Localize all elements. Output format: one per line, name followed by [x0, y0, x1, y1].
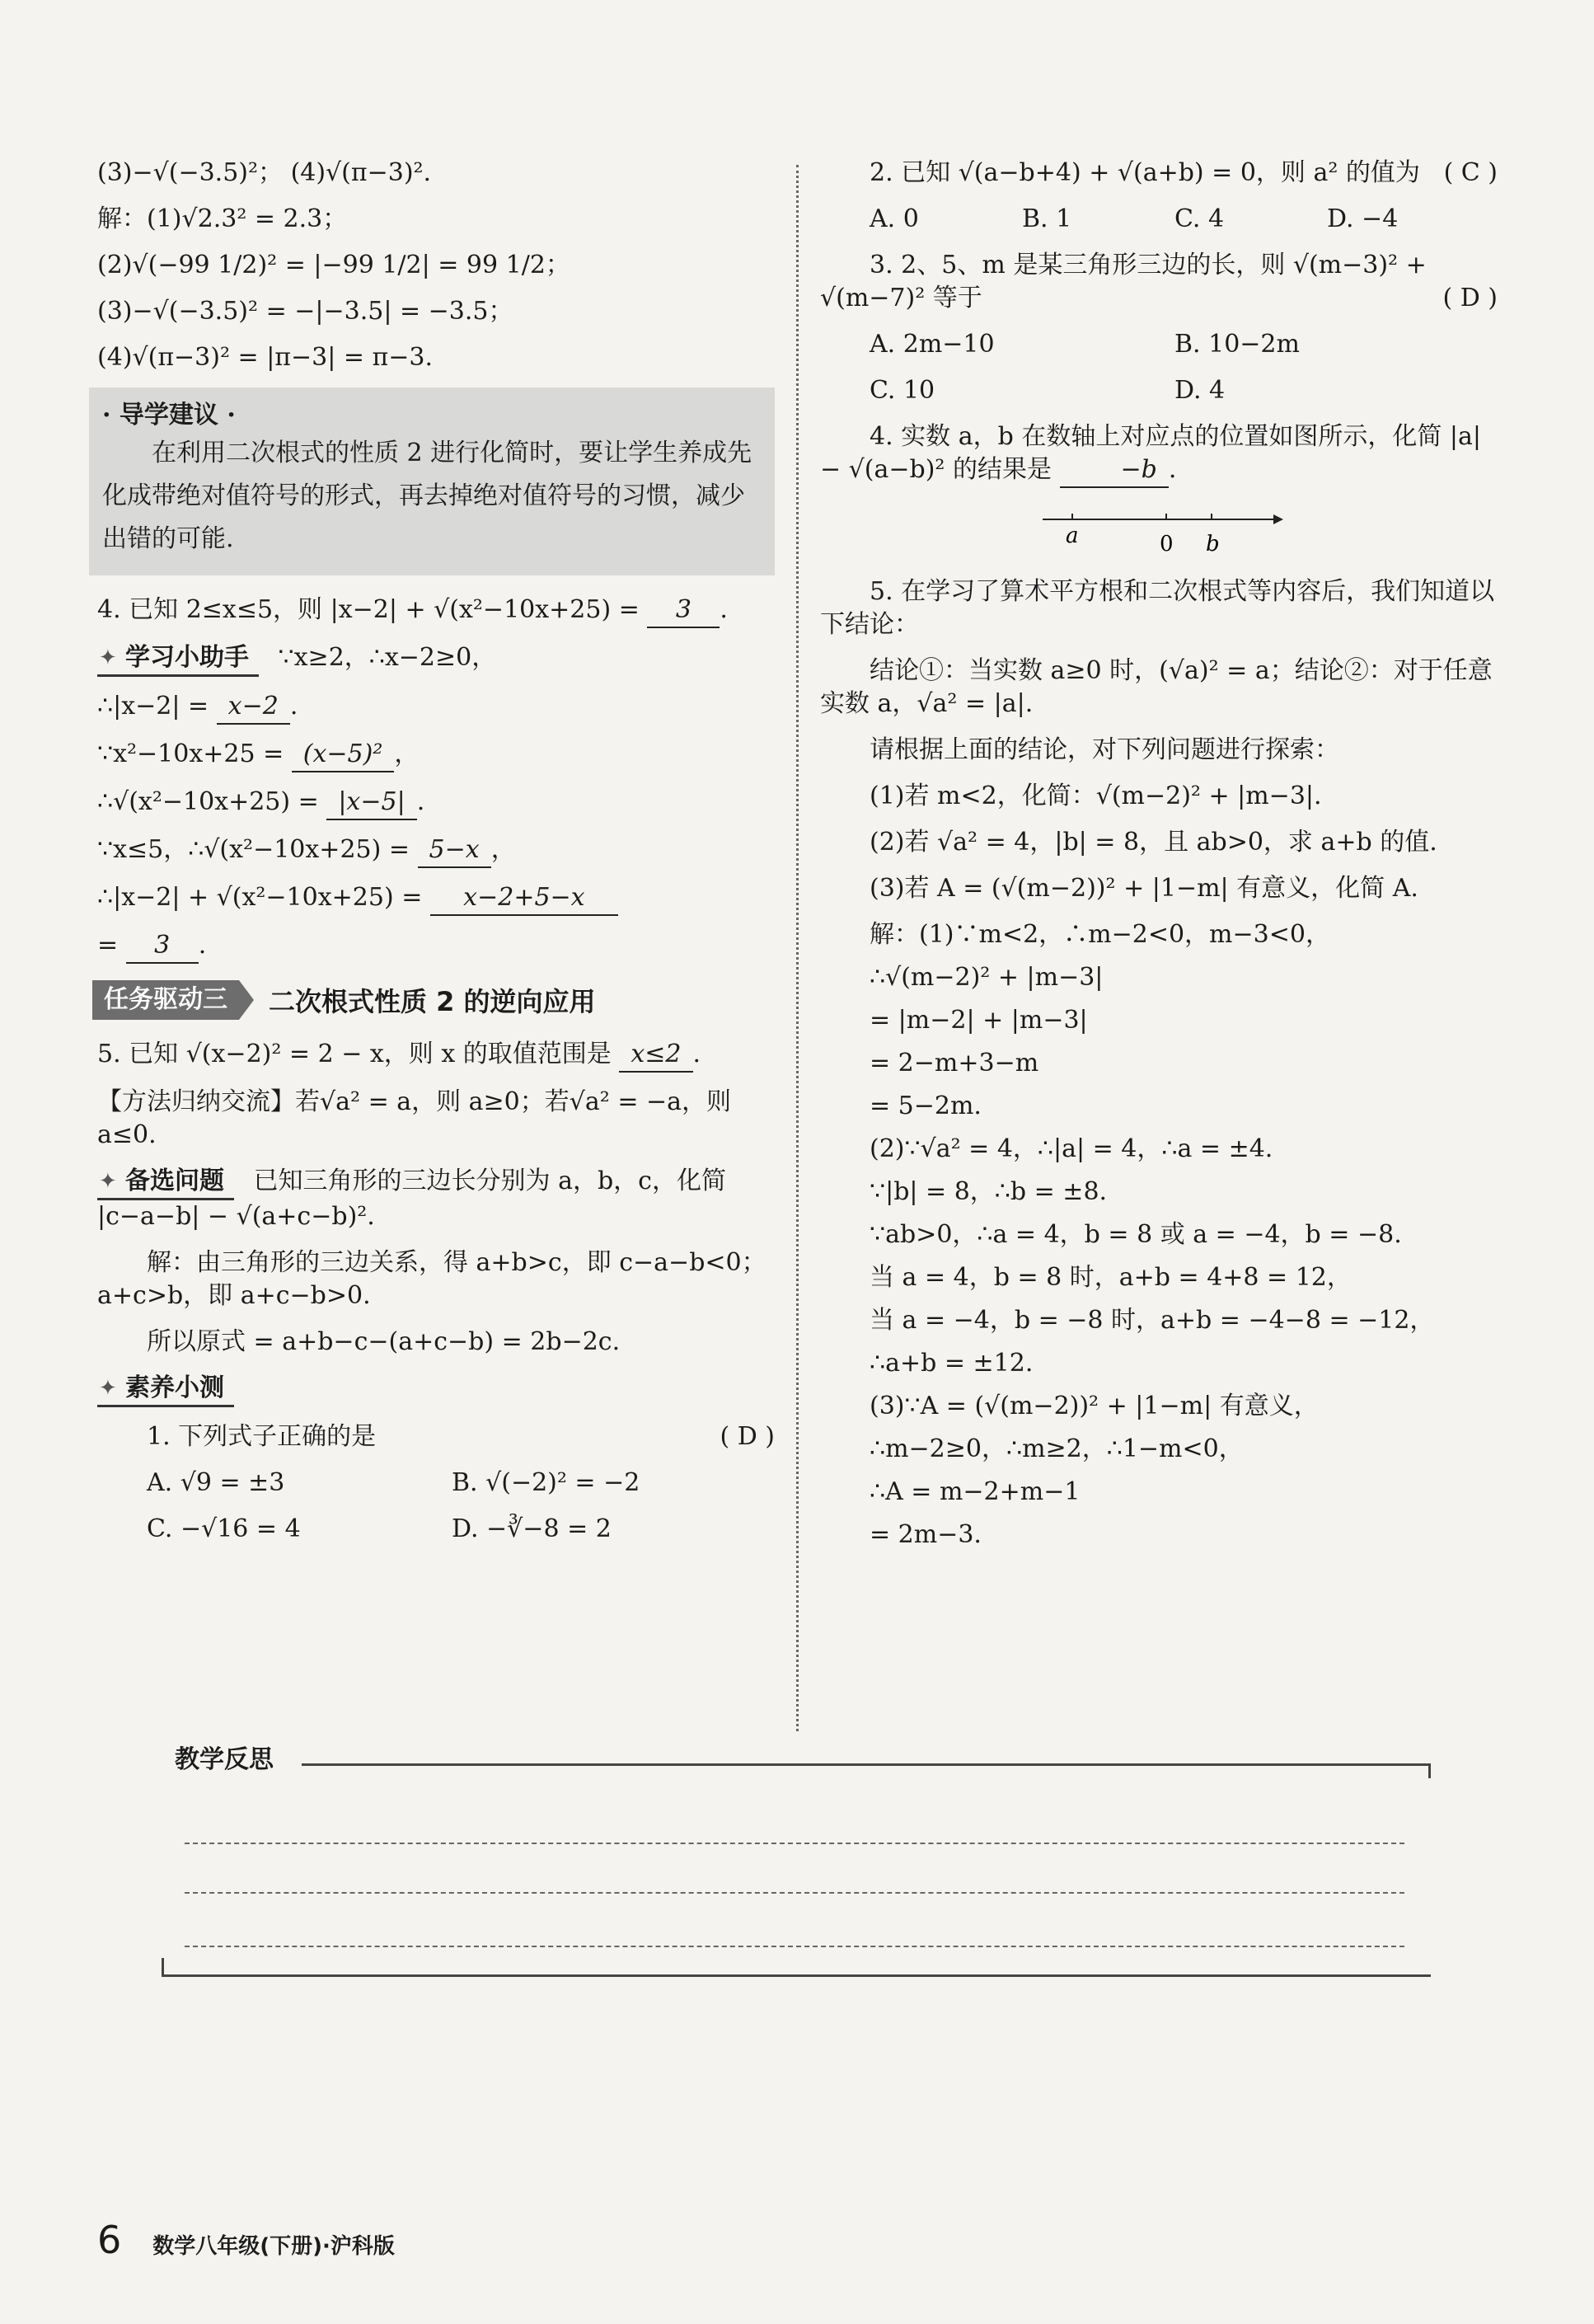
task-arrow-shape	[239, 980, 254, 1020]
question-text: 2. 已知 √(a−b+4) + √(a+b) = 0，则 a² 的值为	[870, 158, 1420, 187]
helper-line: ∵x²−10x+25 = (x−5)² ，	[97, 738, 775, 772]
helper-tag: ✦ 学习小助手	[97, 641, 259, 677]
reflection-title: 教学反思	[170, 1744, 282, 1777]
number-line-figure	[820, 501, 1498, 559]
book-title: 数学八年级(下册)·沪科版	[152, 2234, 395, 2259]
number-line-svg	[820, 501, 1498, 559]
arrow-icon	[1273, 514, 1283, 524]
left-column	[97, 157, 775, 1559]
answer-choice: ( D )	[720, 1422, 775, 1451]
helper-text: ∴|x−2| =	[97, 692, 209, 721]
option: C. 10	[870, 376, 935, 405]
answer-blank: 3	[126, 929, 199, 964]
solution-line: ∵|b| = 8，∴b = ±8.	[870, 1177, 1108, 1206]
reflection-right-border	[1428, 1763, 1431, 1778]
quiz-heading	[97, 1372, 775, 1407]
answer-blank: x≤2	[619, 1038, 692, 1073]
solution-line: (3)∵A = (√(m−2))² + |1−m| 有意义，	[870, 1392, 1319, 1420]
solution-line: 解：(1)∵m<2，∴m−2<0，m−3<0，	[870, 920, 1330, 949]
solution-line: = 5−2m.	[870, 1092, 982, 1120]
solution-line: = |m−2| + |m−3|	[870, 1006, 1088, 1035]
solution-line: ∴√(m−2)² + |m−3|	[870, 963, 1104, 992]
alt-solution: 解：由三角形的三边关系，得 a+b>c，即 c−a−b<0；a+c>b，即 a+c−b>0.	[97, 1248, 767, 1310]
question-text: 5. 已知 √(x−2)² = 2 − x，则 x 的取值范围是	[97, 1040, 612, 1068]
alternate-question	[97, 1165, 775, 1233]
guide-text: 在利用二次根式的性质 2 进行化简时，要让学生养成先化成带绝对值符号的形式，再去掉绝对值符号的习惯，减少出错的可能.	[102, 439, 752, 553]
alt-solution: 所以原式 = a+b−c−(a+c−b) = 2b−2c.	[147, 1327, 621, 1356]
question-text: 1. 下列式子正确的是	[147, 1422, 377, 1451]
option: B. √(−2)² = −2	[452, 1468, 640, 1497]
alt-question-text: 已知三角形的三边长分别为 a，b，c，化简 |c−a−b| − √(a+c−b)².	[97, 1167, 726, 1231]
helper-text: =	[97, 931, 119, 960]
guide-title: · 导学建议 ·	[102, 401, 236, 430]
question-text: 4. 实数 a，b 在数轴上对应点的位置如图所示，化简 |a| − √(a−b)² 的结果是	[820, 422, 1481, 484]
solution-line: ∴m−2≥0，∴m≥2，∴1−m<0，	[870, 1434, 1244, 1463]
option: D. −4	[1327, 204, 1399, 233]
answer-blank: 5−x	[418, 833, 491, 868]
solution-line: 解：(1)√2.3² = 2.3；	[97, 204, 348, 233]
solution-line: 当 a = 4，b = 8 时，a+b = 4+8 = 12，	[870, 1263, 1352, 1292]
label-a: a	[1066, 523, 1079, 548]
writing-line	[185, 1946, 1404, 1947]
options-row	[820, 203, 1498, 236]
question-5-right: 5. 在学习了算术平方根和二次根式等内容后，我们知道以下结论：	[820, 577, 1495, 639]
option: D. 4	[1174, 376, 1226, 405]
sub-question: (1)若 m<2，化简：√(m−2)² + |m−3|.	[870, 782, 1322, 810]
teaching-reflection-box	[162, 1744, 1431, 1983]
helper-text: ∵x²−10x+25 =	[97, 739, 284, 768]
reflection-bottom-border	[162, 1974, 1431, 1977]
solution-line: = 2−m+3−m	[870, 1049, 1039, 1077]
helper-line: ∴√(x²−10x+25) = |x−5| .	[97, 786, 775, 820]
solution-line: ∵ab>0，∴a = 4，b = 8 或 a = −4，b = −8.	[870, 1220, 1402, 1249]
solution-line: (4)√(π−3)² = |π−3| = π−3.	[97, 343, 434, 372]
answer-blank: 3	[647, 594, 720, 628]
answer-blank: x−2+5−x	[430, 881, 618, 916]
instruction-text: 请根据上面的结论，对下列问题进行探索：	[870, 735, 1339, 764]
solution-line: ∴a+b = ±12.	[870, 1349, 1034, 1378]
column-divider	[796, 165, 799, 1731]
helper-line: = 3 .	[97, 929, 775, 964]
question-4-right: 4. 实数 a，b 在数轴上对应点的位置如图所示，化简 |a| − √(a−b)² 的结果是 −b .	[820, 420, 1498, 488]
helper-line: ∴|x−2| = x−2 .	[97, 690, 775, 725]
question-5: 5. 已知 √(x−2)² = 2 − x，则 x 的取值范围是 x≤2 .	[97, 1038, 775, 1073]
reflection-left-border	[162, 1958, 164, 1974]
solution-line: ∴A = m−2+m−1	[870, 1477, 1081, 1506]
reflection-top-border	[302, 1763, 1431, 1766]
option: D. −∛−8 = 2	[452, 1514, 612, 1543]
conclusion-text: 结论①：当实数 a≥0 时，(√a)² = a；结论②：对于任意实数 a，√a² = |a|.	[820, 656, 1493, 718]
quiz-question-1	[97, 1420, 775, 1453]
helper-line	[97, 881, 775, 916]
answer-choice: ( C )	[1443, 158, 1498, 187]
page-footer	[97, 2218, 395, 2262]
option: C. 4	[1174, 204, 1225, 233]
options-row	[97, 1513, 775, 1546]
option: A. 2m−10	[870, 330, 995, 359]
method-summary: 【方法归纳交流】若√a² = a，则 a≥0；若√a² = −a，则 a≤0.	[97, 1087, 732, 1149]
question-4: 4. 已知 2≤x≤5，则 |x−2| + √(x²−10x+25) = 3 .	[97, 594, 775, 628]
writing-line	[185, 1843, 1404, 1844]
answer-blank: −b	[1060, 453, 1169, 488]
helper-text: ∴|x−2| + √(x²−10x+25) =	[97, 883, 423, 912]
right-column	[820, 157, 1498, 1561]
option: A. 0	[870, 204, 919, 233]
helper-text: ∵x≤5，∴√(x²−10x+25) =	[97, 835, 410, 864]
option: B. 1	[1022, 204, 1072, 233]
helper-line: ∵x≤5，∴√(x²−10x+25) = 5−x ，	[97, 833, 775, 868]
answer-choice: ( D )	[1442, 284, 1498, 312]
label-b: b	[1206, 532, 1220, 556]
task-title: 二次根式性质 2 的逆向应用	[269, 986, 596, 1017]
helper-line	[97, 641, 775, 677]
helper-text: ∵x≥2，∴x−2≥0，	[278, 643, 497, 672]
question-text: 4. 已知 2≤x≤5，则 |x−2| + √(x²−10x+25) =	[97, 595, 640, 624]
solution-line: (2)√(−99 1/2)² = |−99 1/2| = 99 1/2；	[97, 251, 570, 279]
quiz-tag: ✦ 素养小测	[97, 1372, 234, 1407]
exercise-line: (3)−√(−3.5)²； (4)√(π−3)².	[97, 158, 432, 187]
question-2	[820, 157, 1498, 190]
sub-question: (3)若 A = (√(m−2))² + |1−m| 有意义，化简 A.	[870, 874, 1418, 903]
label-0: 0	[1160, 532, 1174, 556]
options-row	[820, 374, 1498, 407]
option: C. −√16 = 4	[147, 1514, 301, 1543]
answer-blank: (x−5)²	[292, 738, 395, 772]
writing-line	[185, 1892, 1404, 1894]
task-banner	[92, 980, 775, 1020]
solution-line: (3)−√(−3.5)² = −|−3.5| = −3.5；	[97, 297, 513, 326]
answer-blank: x−2	[217, 690, 290, 725]
options-row	[820, 328, 1498, 361]
page-number: 6	[97, 2218, 122, 2262]
answer-blank: |x−5|	[326, 786, 416, 820]
options-row	[97, 1467, 775, 1500]
solution-line: 当 a = −4，b = −8 时，a+b = −4−8 = −12，	[870, 1306, 1435, 1335]
option: B. 10−2m	[1174, 330, 1300, 359]
solution-line: (2)∵√a² = 4，∴|a| = 4，∴a = ±4.	[870, 1134, 1273, 1163]
alt-tag: ✦ 备选问题	[97, 1165, 234, 1200]
question-3	[820, 249, 1498, 315]
sub-question: (2)若 √a² = 4，|b| = 8，且 ab>0，求 a+b 的值.	[870, 828, 1437, 857]
solution-line: = 2m−3.	[870, 1520, 982, 1549]
guide-suggestion-box	[89, 387, 775, 575]
question-text: 3. 2、5、m 是某三角形三边的长，则 √(m−3)² + √(m−7)² 等于	[820, 251, 1427, 312]
helper-text: ∴√(x²−10x+25) =	[97, 787, 319, 816]
task-label: 任务驱动三	[92, 980, 239, 1020]
option: A. √9 = ±3	[147, 1468, 285, 1497]
